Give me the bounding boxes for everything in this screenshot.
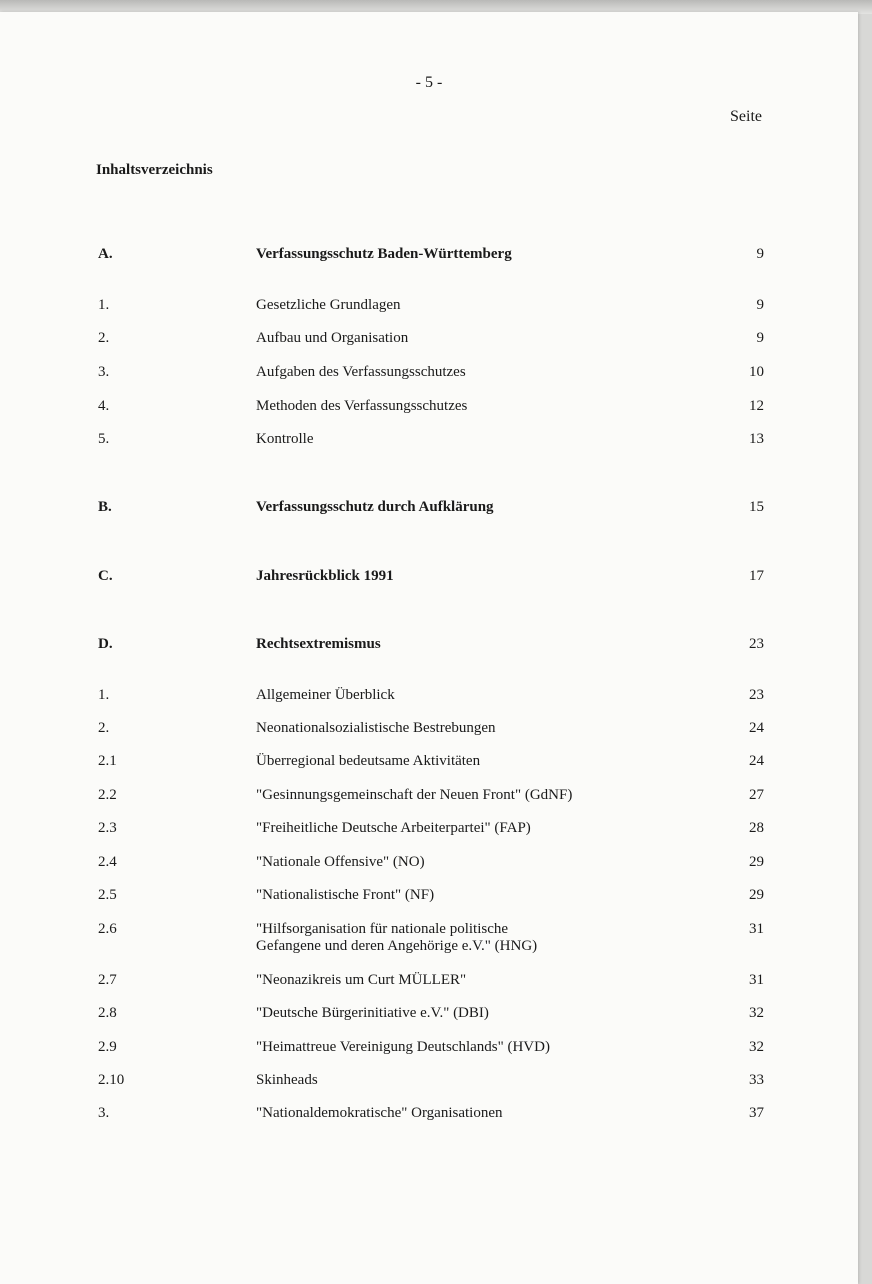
toc-entry-page: 27 bbox=[749, 787, 764, 803]
toc-entry-page: 29 bbox=[749, 854, 764, 870]
toc-entry-page: 9 bbox=[756, 330, 764, 346]
document-page bbox=[0, 12, 858, 1284]
toc-entry-number: 2.5 bbox=[98, 887, 117, 903]
toc-entry-page: 9 bbox=[756, 297, 764, 313]
toc-entry-number: 2.9 bbox=[98, 1039, 117, 1055]
toc-entry-page: 15 bbox=[749, 499, 764, 515]
toc-entry-title: Rechtsextremismus bbox=[256, 636, 381, 652]
toc-entry-number: D. bbox=[98, 636, 113, 652]
toc-entry-page: 37 bbox=[749, 1105, 764, 1121]
toc-entry-number: A. bbox=[98, 246, 113, 262]
toc-entry-number: 2.3 bbox=[98, 820, 117, 836]
toc-entry-number: 2.8 bbox=[98, 1005, 117, 1021]
toc-entry-title bbox=[256, 921, 656, 955]
toc-entry-page: 32 bbox=[749, 1005, 764, 1021]
toc-entry-number: 2.1 bbox=[98, 753, 117, 769]
toc-entry-title: Skinheads bbox=[256, 1072, 318, 1088]
toc-entry-title: "Neonazikreis um Curt MÜLLER" bbox=[256, 972, 467, 988]
toc-entry-title: Aufgaben des Verfassungsschutzes bbox=[256, 364, 466, 380]
toc-entry-page: 13 bbox=[749, 431, 764, 447]
toc-entry-number: 3. bbox=[98, 364, 110, 380]
toc-entry-page: 23 bbox=[749, 636, 764, 652]
toc-entry-page: 9 bbox=[756, 246, 764, 262]
toc-entry-page: 29 bbox=[749, 887, 764, 903]
toc-entry-page: 17 bbox=[749, 568, 764, 584]
toc-entry-page: 23 bbox=[749, 687, 764, 703]
toc-entry-title: "Freiheitliche Deutsche Arbeiterpartei" (FAP) bbox=[256, 820, 531, 836]
toc-entry-title: "Heimattreue Vereinigung Deutschlands" (HVD) bbox=[256, 1039, 550, 1055]
toc-entry-title: Jahresrückblick 1991 bbox=[256, 568, 394, 584]
toc-entry-title: Überregional bedeutsame Aktivitäten bbox=[256, 753, 481, 769]
toc-entry-page: 12 bbox=[749, 398, 764, 414]
toc-entry-page: 33 bbox=[749, 1072, 764, 1088]
page-column-label: Seite bbox=[730, 108, 762, 125]
toc-entry-number: 5. bbox=[98, 431, 110, 447]
toc-entry-number: 2.10 bbox=[98, 1072, 125, 1088]
toc-entry-title-line: Gefangene und deren Angehörige e.V." (HNG) bbox=[256, 938, 538, 954]
toc-entry-title: Aufbau und Organisation bbox=[256, 330, 409, 346]
toc-entry-number: 4. bbox=[98, 398, 110, 414]
toc-entry-title: "Nationaldemokratische" Organisationen bbox=[256, 1105, 503, 1121]
toc-heading: Inhaltsverzeichnis bbox=[96, 162, 213, 178]
toc-entry-page: 24 bbox=[749, 753, 764, 769]
toc-entry-number: 2.7 bbox=[98, 972, 117, 988]
toc-entry-number: C. bbox=[98, 568, 113, 584]
toc-entry-number: 2.4 bbox=[98, 854, 117, 870]
toc-entry-page: 24 bbox=[749, 720, 764, 736]
toc-entry-number: 2.6 bbox=[98, 921, 117, 937]
toc-entry-title: Methoden des Verfassungsschutzes bbox=[256, 398, 468, 414]
toc-entry-number: B. bbox=[98, 499, 112, 515]
toc-entry-page: 10 bbox=[749, 364, 764, 380]
toc-entry-page: 31 bbox=[749, 921, 764, 937]
toc-entry-title: Verfassungsschutz Baden-Württemberg bbox=[256, 246, 512, 262]
toc-entry-page: 28 bbox=[749, 820, 764, 836]
toc-entry-title-line: "Hilfsorganisation für nationale politische bbox=[256, 921, 509, 937]
toc-entry-title: Neonationalsozialistische Bestrebungen bbox=[256, 720, 496, 736]
toc-entry-title: Gesetzliche Grundlagen bbox=[256, 297, 401, 313]
toc-entry-title: "Deutsche Bürgerinitiative e.V." (DBI) bbox=[256, 1005, 489, 1021]
toc-entry-title: "Nationalistische Front" (NF) bbox=[256, 887, 435, 903]
toc-entry-title: Kontrolle bbox=[256, 431, 314, 447]
toc-entry-number: 1. bbox=[98, 687, 110, 703]
toc-entry-title: Allgemeiner Überblick bbox=[256, 687, 395, 703]
toc-entry-title: "Gesinnungsgemeinschaft der Neuen Front" (GdNF) bbox=[256, 787, 573, 803]
page-number: - 5 - bbox=[415, 74, 443, 91]
toc-entry-number: 2. bbox=[98, 720, 110, 736]
toc-entry-title: "Nationale Offensive" (NO) bbox=[256, 854, 425, 870]
toc-entry-number: 2. bbox=[98, 330, 110, 346]
toc-entry-number: 3. bbox=[98, 1105, 110, 1121]
toc-entry-page: 31 bbox=[749, 972, 764, 988]
toc-entry-page: 32 bbox=[749, 1039, 764, 1055]
toc-entry-number: 2.2 bbox=[98, 787, 117, 803]
toc-entry-title: Verfassungsschutz durch Aufklärung bbox=[256, 499, 494, 515]
toc-entry-number: 1. bbox=[98, 297, 110, 313]
